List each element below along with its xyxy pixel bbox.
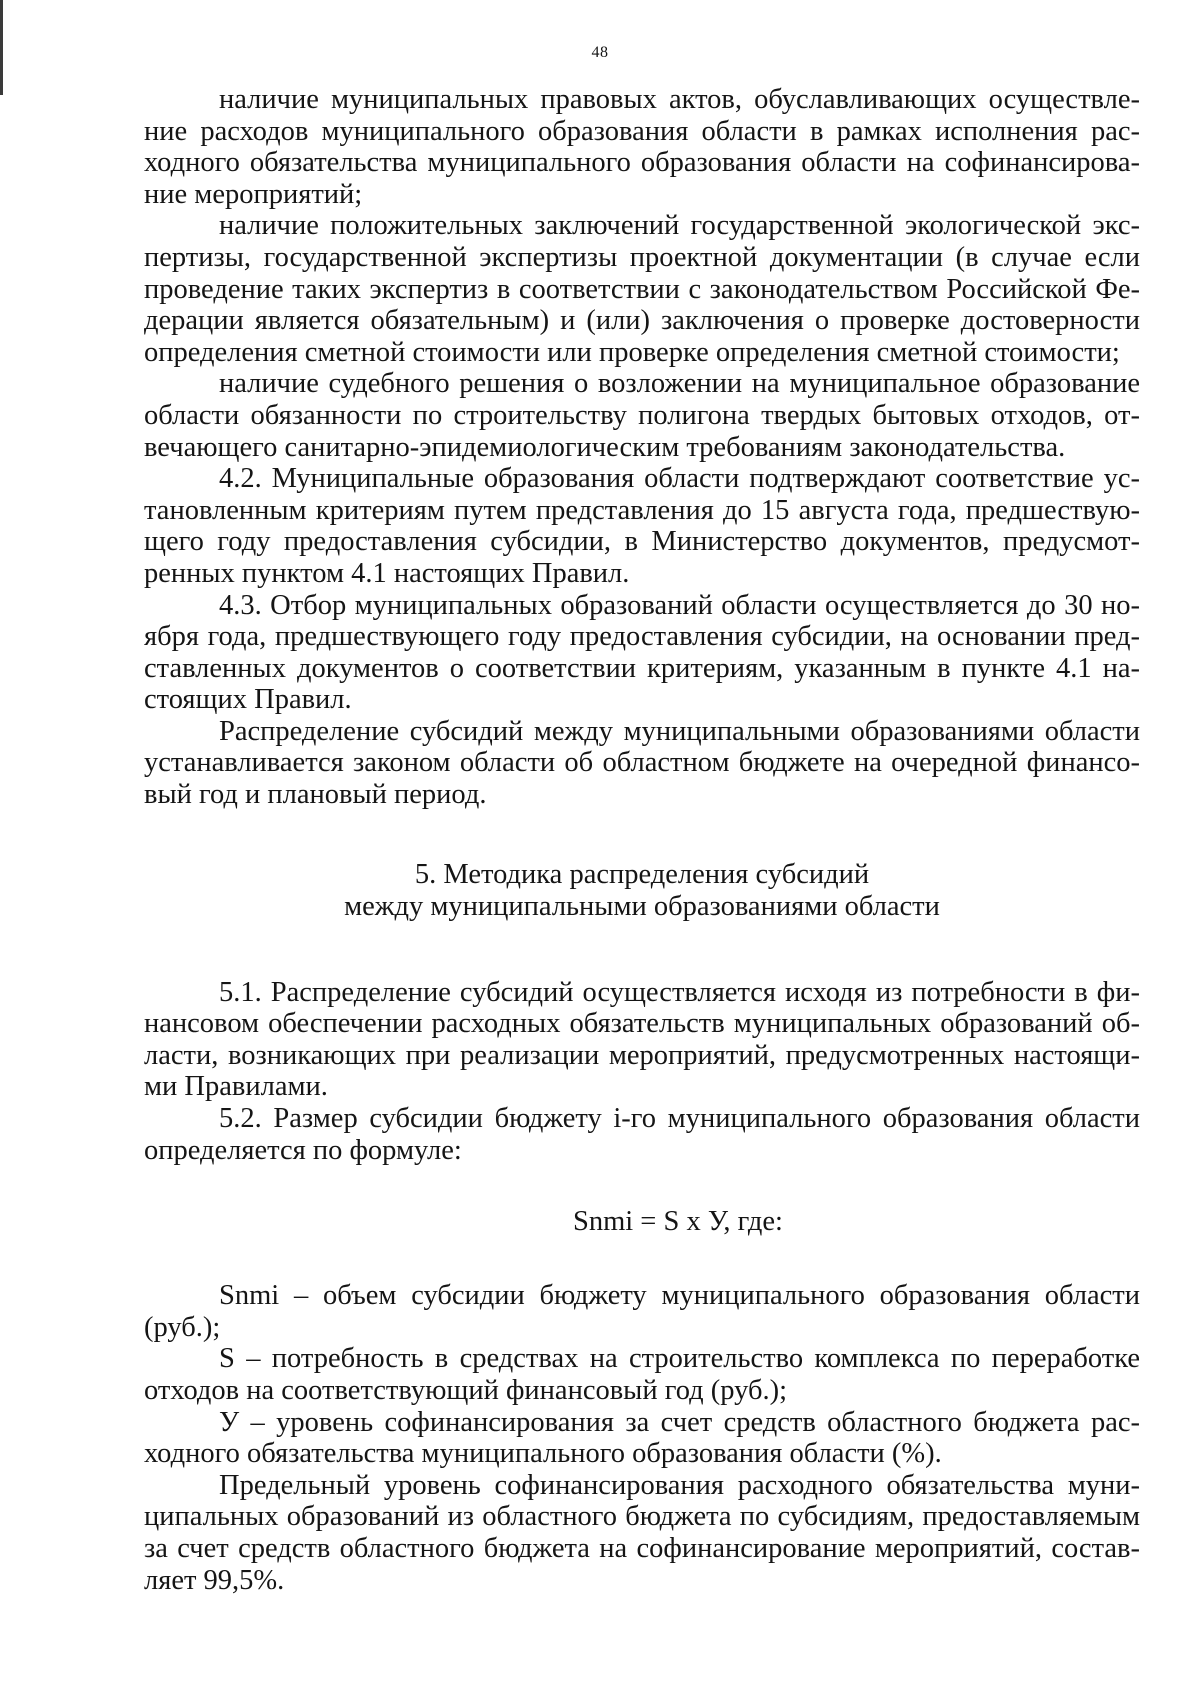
page-number: 48 [591, 44, 609, 61]
document-body [144, 84, 1140, 1596]
section-title-line2: между муниципальными образованиями области [344, 890, 940, 922]
paragraph-distribution: Распределение субсидий между муниципальными образованиями области устанавливается законом области об областном бюджете на очередной финансовый год и плановый период. [144, 715, 1140, 811]
paragraph-expertise: наличие положительных заключений государственной экологической экспертизы, государственной экспертизы проектной документации (в случае если проведение таких экспертиз в соответствии с законодательством Российской Федерации является обязательным) и (или) заключения о проверке достоверности определения сметной стоимости или проверке определения сметной стоимости; [144, 210, 1140, 368]
definition-u: У – уровень софинансирования за счет средств областного бюджета расходного обязательства муниципального образования области (%). [144, 1406, 1140, 1470]
section-5-heading [144, 859, 1140, 923]
paragraph-court-decision: наличие судебного решения о возложении на муниципальное образование области обязанности по строительству полигона твердых бытовых отходов, отвечающего санитарно-эпидемиологическим требованиям законодательства. [144, 368, 1140, 463]
formula: Snmi = S x У, где: [573, 1206, 783, 1238]
definition-snmi: Snmi – объем субсидии бюджету муниципального образования области (руб.); [144, 1280, 1140, 1343]
paragraph-max-cofinancing: Предельный уровень софинансирования расходного обязательства муниципальных образований из областного бюджета по субсидиям, предоставляемым за счет средств областного бюджета на софинансирование мероприятий, составляет 99,5%. [144, 1469, 1140, 1596]
paragraph-4-3: 4.3. Отбор муниципальных образований области осуществляется до 30 ноября года, предшествующего году предоставления субсидии, на основании представленных документов о соответствии критериям, указанным в пункте 4.1 настоящих Правил. [144, 589, 1140, 716]
paragraph-4-2: 4.2. Муниципальные образования области подтверждают соответствие установленным критериям путем представления до 15 августа года, предшествующего году предоставления субсидии, в Министерство документов, предусмотренных пунктом 4.1 настоящих Правил. [144, 463, 1140, 589]
paragraph-5-1: 5.1. Распределение субсидий осуществляется исходя из потребности в финансовом обеспечении расходных обязательств муниципальных образований области, возникающих при реализации мероприятий, предусмотренных настоящими Правилами. [144, 976, 1140, 1103]
section-title-line1: 5. Методика распределения субсидий [414, 858, 870, 890]
paragraph-legal-acts: наличие муниципальных правовых актов, обуславливающих осуществление расходов муниципального образования области в рамках исполнения расходного обязательства муниципального образования области на софинансирование мероприятий; [144, 84, 1140, 210]
definition-s: S – потребность в средствах на строительство комплекса по переработке отходов на соответствующий финансовый год (руб.); [144, 1343, 1140, 1406]
paragraph-5-2: 5.2. Размер субсидии бюджету i-го муниципального образования области определяется по формуле: [144, 1103, 1140, 1166]
